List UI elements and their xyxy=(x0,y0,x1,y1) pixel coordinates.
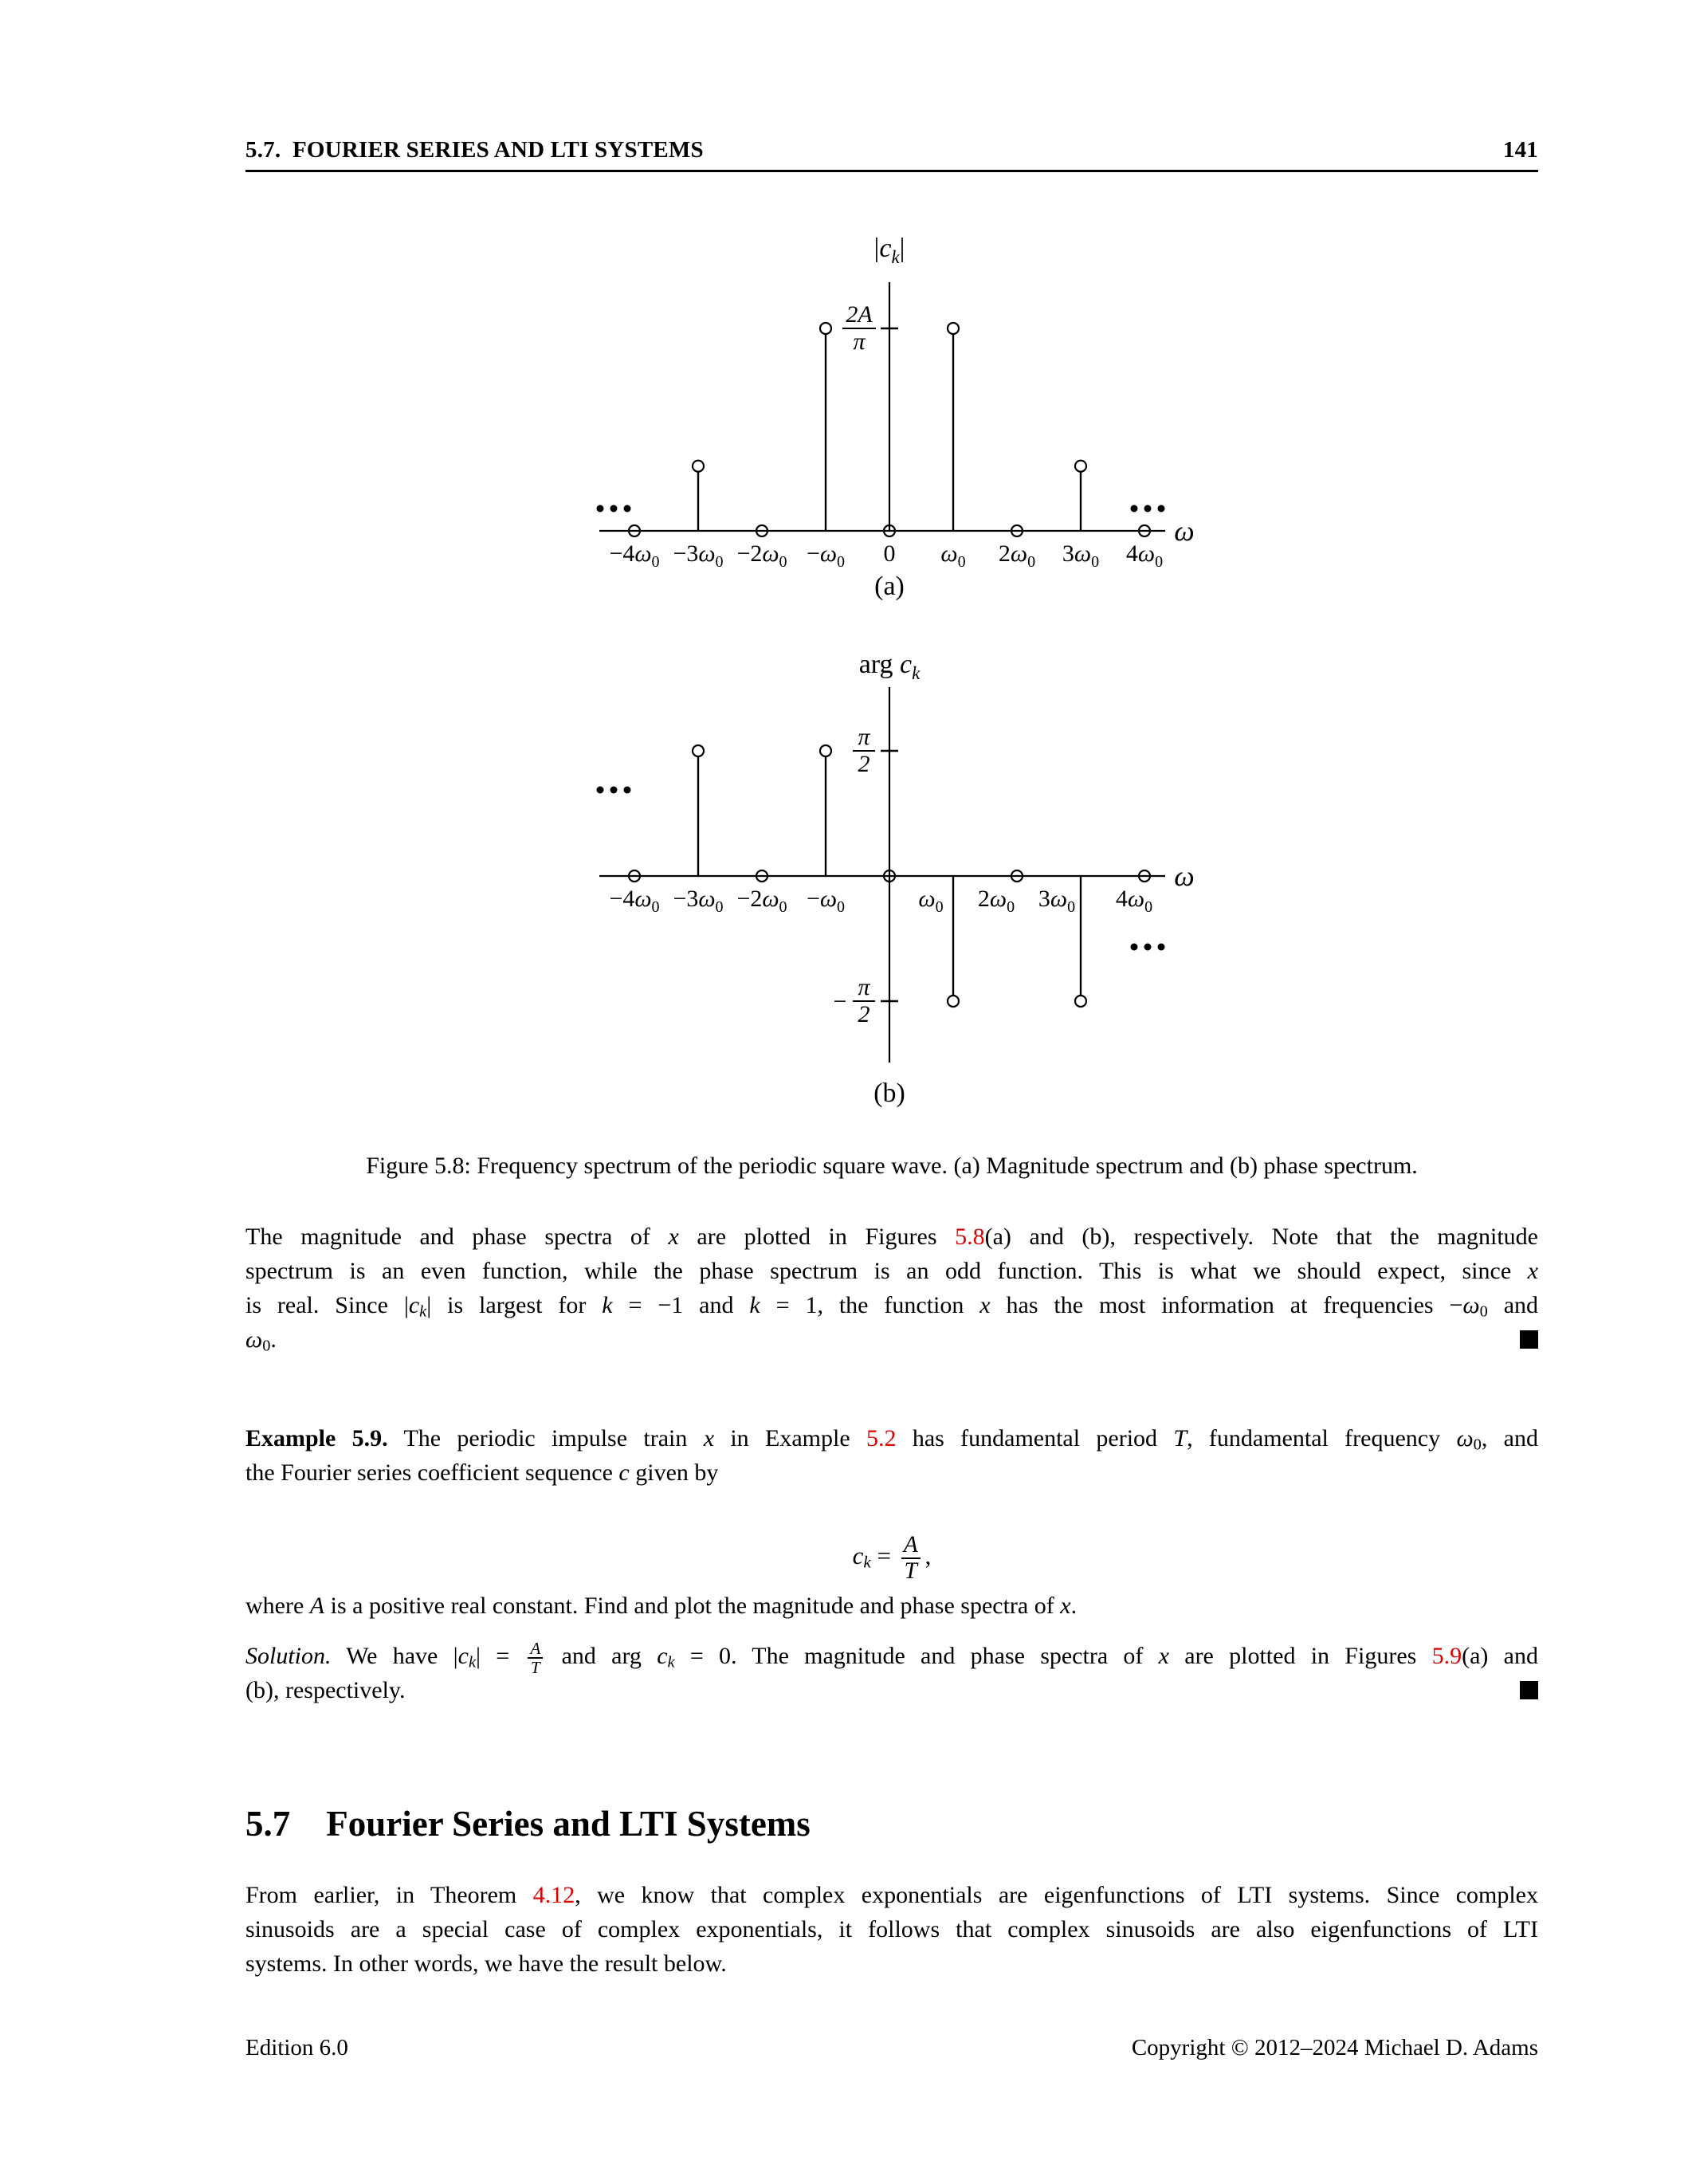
display-equation-ck xyxy=(245,1511,1538,1601)
fraction-numerator: 2A xyxy=(846,301,873,328)
phase-spectrum-plot xyxy=(590,638,1195,1132)
stem-marker xyxy=(820,323,831,334)
section-heading: 5.7 Fourier Series and LTI Systems xyxy=(245,1804,811,1844)
copyright-notice: Copyright © 2012–2024 Michael D. Adams xyxy=(1131,2035,1538,2060)
text-segment: k xyxy=(667,1653,675,1671)
x-tick-label: $\omega_0$ xyxy=(918,886,944,916)
text-segment: Solution. xyxy=(245,1643,332,1669)
stem-marker xyxy=(1075,996,1086,1007)
x-tick-label: $4\omega_0$ xyxy=(1125,540,1164,571)
text-segment: 0 xyxy=(262,1337,271,1355)
text-segment: (b), respectively. xyxy=(245,1677,406,1703)
text-line xyxy=(245,1254,1538,1288)
text-segment: spectrum is an even function, while the phase spectrum is an odd function. This is what we should expect, since xyxy=(245,1258,1528,1284)
x-tick-label: 0 xyxy=(883,540,896,567)
text-segment: k xyxy=(749,1292,760,1318)
text-segment: ω xyxy=(1456,1425,1474,1451)
text-line xyxy=(245,1288,1538,1322)
figure-caption xyxy=(245,1149,1538,1183)
continuation-dot xyxy=(624,505,631,513)
continuation-dot xyxy=(1158,505,1165,513)
text-line xyxy=(245,1421,1538,1455)
stem-marker xyxy=(948,323,959,334)
text-segment: . xyxy=(1070,1593,1078,1619)
y-axis-title: arg $c_k$ xyxy=(858,650,921,683)
text-segment: , fundamental frequency xyxy=(1187,1425,1457,1451)
qed-marker xyxy=(1520,1330,1538,1349)
continuation-dot xyxy=(597,505,604,513)
fraction-numerator: π xyxy=(858,974,870,1000)
text-segment: | xyxy=(403,1292,409,1318)
text-line xyxy=(245,1946,1538,1981)
continuation-dot xyxy=(1144,505,1152,513)
text-segment: c xyxy=(657,1643,668,1669)
text-segment: is real. Since xyxy=(245,1292,404,1318)
text-segment: k xyxy=(863,1552,871,1572)
stem-marker xyxy=(1075,461,1086,472)
fraction-denominator: T xyxy=(904,1557,917,1584)
text-segment: c xyxy=(457,1643,469,1669)
text-segment: 0 xyxy=(1473,1436,1482,1454)
continuation-dot xyxy=(1144,944,1152,951)
text-line xyxy=(245,1589,1538,1623)
text-segment: = −1 and xyxy=(612,1292,750,1318)
cross-reference-link[interactable]: 5.9 xyxy=(1431,1643,1462,1669)
x-tick-label: $-3\omega_0$ xyxy=(673,886,724,916)
text-segment: = 1, the function xyxy=(760,1292,980,1318)
text-line xyxy=(245,1639,1538,1678)
text-line xyxy=(245,1322,1538,1357)
text-segment: x xyxy=(668,1224,679,1250)
text-segment: ω xyxy=(1462,1292,1480,1318)
text-segment: The periodic impulse train xyxy=(387,1425,704,1451)
text-line xyxy=(245,1673,1538,1707)
text-segment: has fundamental period xyxy=(896,1425,1174,1451)
stem-marker xyxy=(693,461,704,472)
text-segment: x xyxy=(703,1425,715,1451)
paragraph-from-earlier xyxy=(245,1878,1538,1981)
inline-fraction xyxy=(528,1640,543,1676)
fraction-numerator: A xyxy=(901,1533,921,1559)
text-segment: Example 5.9. xyxy=(245,1425,388,1451)
text-segment: systems. In other words, we have the result below. xyxy=(245,1950,727,1977)
text-segment: the Fourier series coefficient sequence xyxy=(245,1459,619,1486)
subfigure-label: (b) xyxy=(873,1078,905,1108)
continuation-dot xyxy=(1158,944,1165,951)
text-segment: c xyxy=(852,1542,864,1569)
x-tick-label: $-4\omega_0$ xyxy=(609,886,660,916)
page-number: 141 xyxy=(1502,137,1538,163)
text-segment: x xyxy=(1158,1643,1169,1669)
text-line xyxy=(245,1220,1538,1254)
paragraph-example-5-9 xyxy=(245,1421,1538,1490)
fraction-denominator: π xyxy=(853,328,866,355)
x-tick-label: $-2\omega_0$ xyxy=(736,540,787,571)
cross-reference-link[interactable]: 5.8 xyxy=(955,1224,985,1250)
fraction-numerator: A xyxy=(528,1640,543,1659)
text-segment: are plotted in Figures xyxy=(1168,1643,1432,1669)
text-line xyxy=(245,1455,1538,1490)
text-segment: T xyxy=(1173,1425,1187,1451)
paragraph-where xyxy=(245,1589,1538,1623)
text-segment: given by xyxy=(629,1459,719,1486)
x-axis-title: ω xyxy=(1174,860,1195,892)
page-header xyxy=(245,137,1538,163)
text-segment: | is largest for xyxy=(426,1292,603,1318)
text-segment: (a) and xyxy=(1462,1643,1538,1669)
stem-marker xyxy=(820,745,831,756)
paragraph-magnitude-phase xyxy=(245,1220,1538,1357)
text-segment: ω xyxy=(245,1326,263,1353)
fraction-numerator: π xyxy=(858,724,870,750)
text-segment: in Example xyxy=(714,1425,866,1451)
text-segment: 0 xyxy=(1479,1302,1488,1321)
x-tick-label: $3\omega_0$ xyxy=(1062,540,1100,571)
text-segment: From earlier, in Theorem xyxy=(245,1882,533,1908)
fraction-denominator: 2 xyxy=(858,751,870,777)
x-tick-label: $-2\omega_0$ xyxy=(736,886,787,916)
cross-reference-link[interactable]: 5.2 xyxy=(866,1425,897,1451)
text-segment: c xyxy=(408,1292,420,1318)
continuation-dot xyxy=(624,787,631,794)
subfigure-label: (a) xyxy=(874,572,905,601)
x-axis-title: ω xyxy=(1174,515,1195,547)
paragraph-solution xyxy=(245,1639,1538,1707)
text-segment: and xyxy=(1487,1292,1539,1318)
text-segment: | = xyxy=(476,1643,525,1669)
x-tick-label: $2\omega_0$ xyxy=(977,886,1015,916)
text-segment: = xyxy=(870,1542,897,1569)
text-segment: k xyxy=(602,1292,613,1318)
text-segment: Figure 5.8: Frequency spectrum of the periodic square wave. (a) Magnitude spectrum and (b) phase spectrum. xyxy=(366,1153,1418,1179)
cross-reference-link[interactable]: 4.12 xyxy=(532,1882,575,1908)
text-segment: has the most information at frequencies − xyxy=(990,1292,1463,1318)
fraction-denominator: T xyxy=(531,1658,540,1678)
text-segment: (a) and (b), respectively. Note that the magnitude xyxy=(984,1224,1539,1250)
text-line xyxy=(245,1878,1538,1912)
magnitude-spectrum-plot xyxy=(590,223,1195,602)
x-tick-label: $\omega_0$ xyxy=(940,540,966,571)
header-rule xyxy=(245,170,1538,172)
continuation-dot xyxy=(610,787,618,794)
x-tick-label: $4\omega_0$ xyxy=(1115,886,1153,916)
text-segment: | xyxy=(453,1643,458,1669)
text-segment: We have xyxy=(331,1643,453,1669)
text-segment: and arg xyxy=(546,1643,658,1669)
y-axis-title: $|c_k|$ xyxy=(873,234,905,267)
continuation-dot xyxy=(610,505,618,513)
x-tick-label: $-4\omega_0$ xyxy=(609,540,660,571)
text-segment: k xyxy=(468,1653,477,1671)
continuation-dot xyxy=(1131,944,1138,951)
text-segment: x xyxy=(1060,1593,1071,1619)
text-segment: x xyxy=(979,1292,991,1318)
text-segment: = 0. The magnitude and phase spectra of xyxy=(674,1643,1159,1669)
text-segment: x xyxy=(1527,1258,1538,1284)
continuation-dot xyxy=(1131,505,1138,513)
x-tick-label: $2\omega_0$ xyxy=(998,540,1036,571)
stem-marker xyxy=(693,745,704,756)
text-segment: is a positive real constant. Find and plot the magnitude and phase spectra of xyxy=(324,1593,1061,1619)
text-segment: , we know that complex exponentials are eigenfunctions of LTI systems. Since complex xyxy=(575,1882,1538,1908)
inline-fraction xyxy=(901,1533,921,1584)
text-segment: where xyxy=(245,1593,310,1619)
x-tick-label: $-\omega_0$ xyxy=(806,886,846,916)
text-segment: are plotted in Figures xyxy=(678,1224,956,1250)
text-segment: c xyxy=(618,1459,630,1486)
text-segment: k xyxy=(419,1302,427,1321)
edition-label: Edition 6.0 xyxy=(245,2035,348,2060)
x-tick-label: $3\omega_0$ xyxy=(1038,886,1076,916)
qed-marker xyxy=(1520,1681,1538,1699)
page-footer xyxy=(245,2035,1538,2061)
x-tick-label: $-3\omega_0$ xyxy=(673,540,724,571)
text-segment: The magnitude and phase spectra of xyxy=(245,1224,669,1250)
text-segment: , xyxy=(924,1542,932,1569)
stem-marker xyxy=(948,996,959,1007)
minus-sign: − xyxy=(833,988,847,1015)
text-segment: . xyxy=(270,1326,277,1353)
text-segment: sinusoids are a special case of complex exponentials, it follows that complex sinusoids are also eigenfunctions of LTI xyxy=(245,1916,1538,1942)
text-segment: , and xyxy=(1481,1425,1538,1451)
text-segment: A xyxy=(309,1593,325,1619)
continuation-dot xyxy=(597,787,604,794)
x-tick-label: $-\omega_0$ xyxy=(806,540,846,571)
running-head: 5.7. FOURIER SERIES AND LTI SYSTEMS xyxy=(245,137,704,163)
text-line xyxy=(245,1912,1538,1946)
fraction-denominator: 2 xyxy=(858,1001,870,1027)
